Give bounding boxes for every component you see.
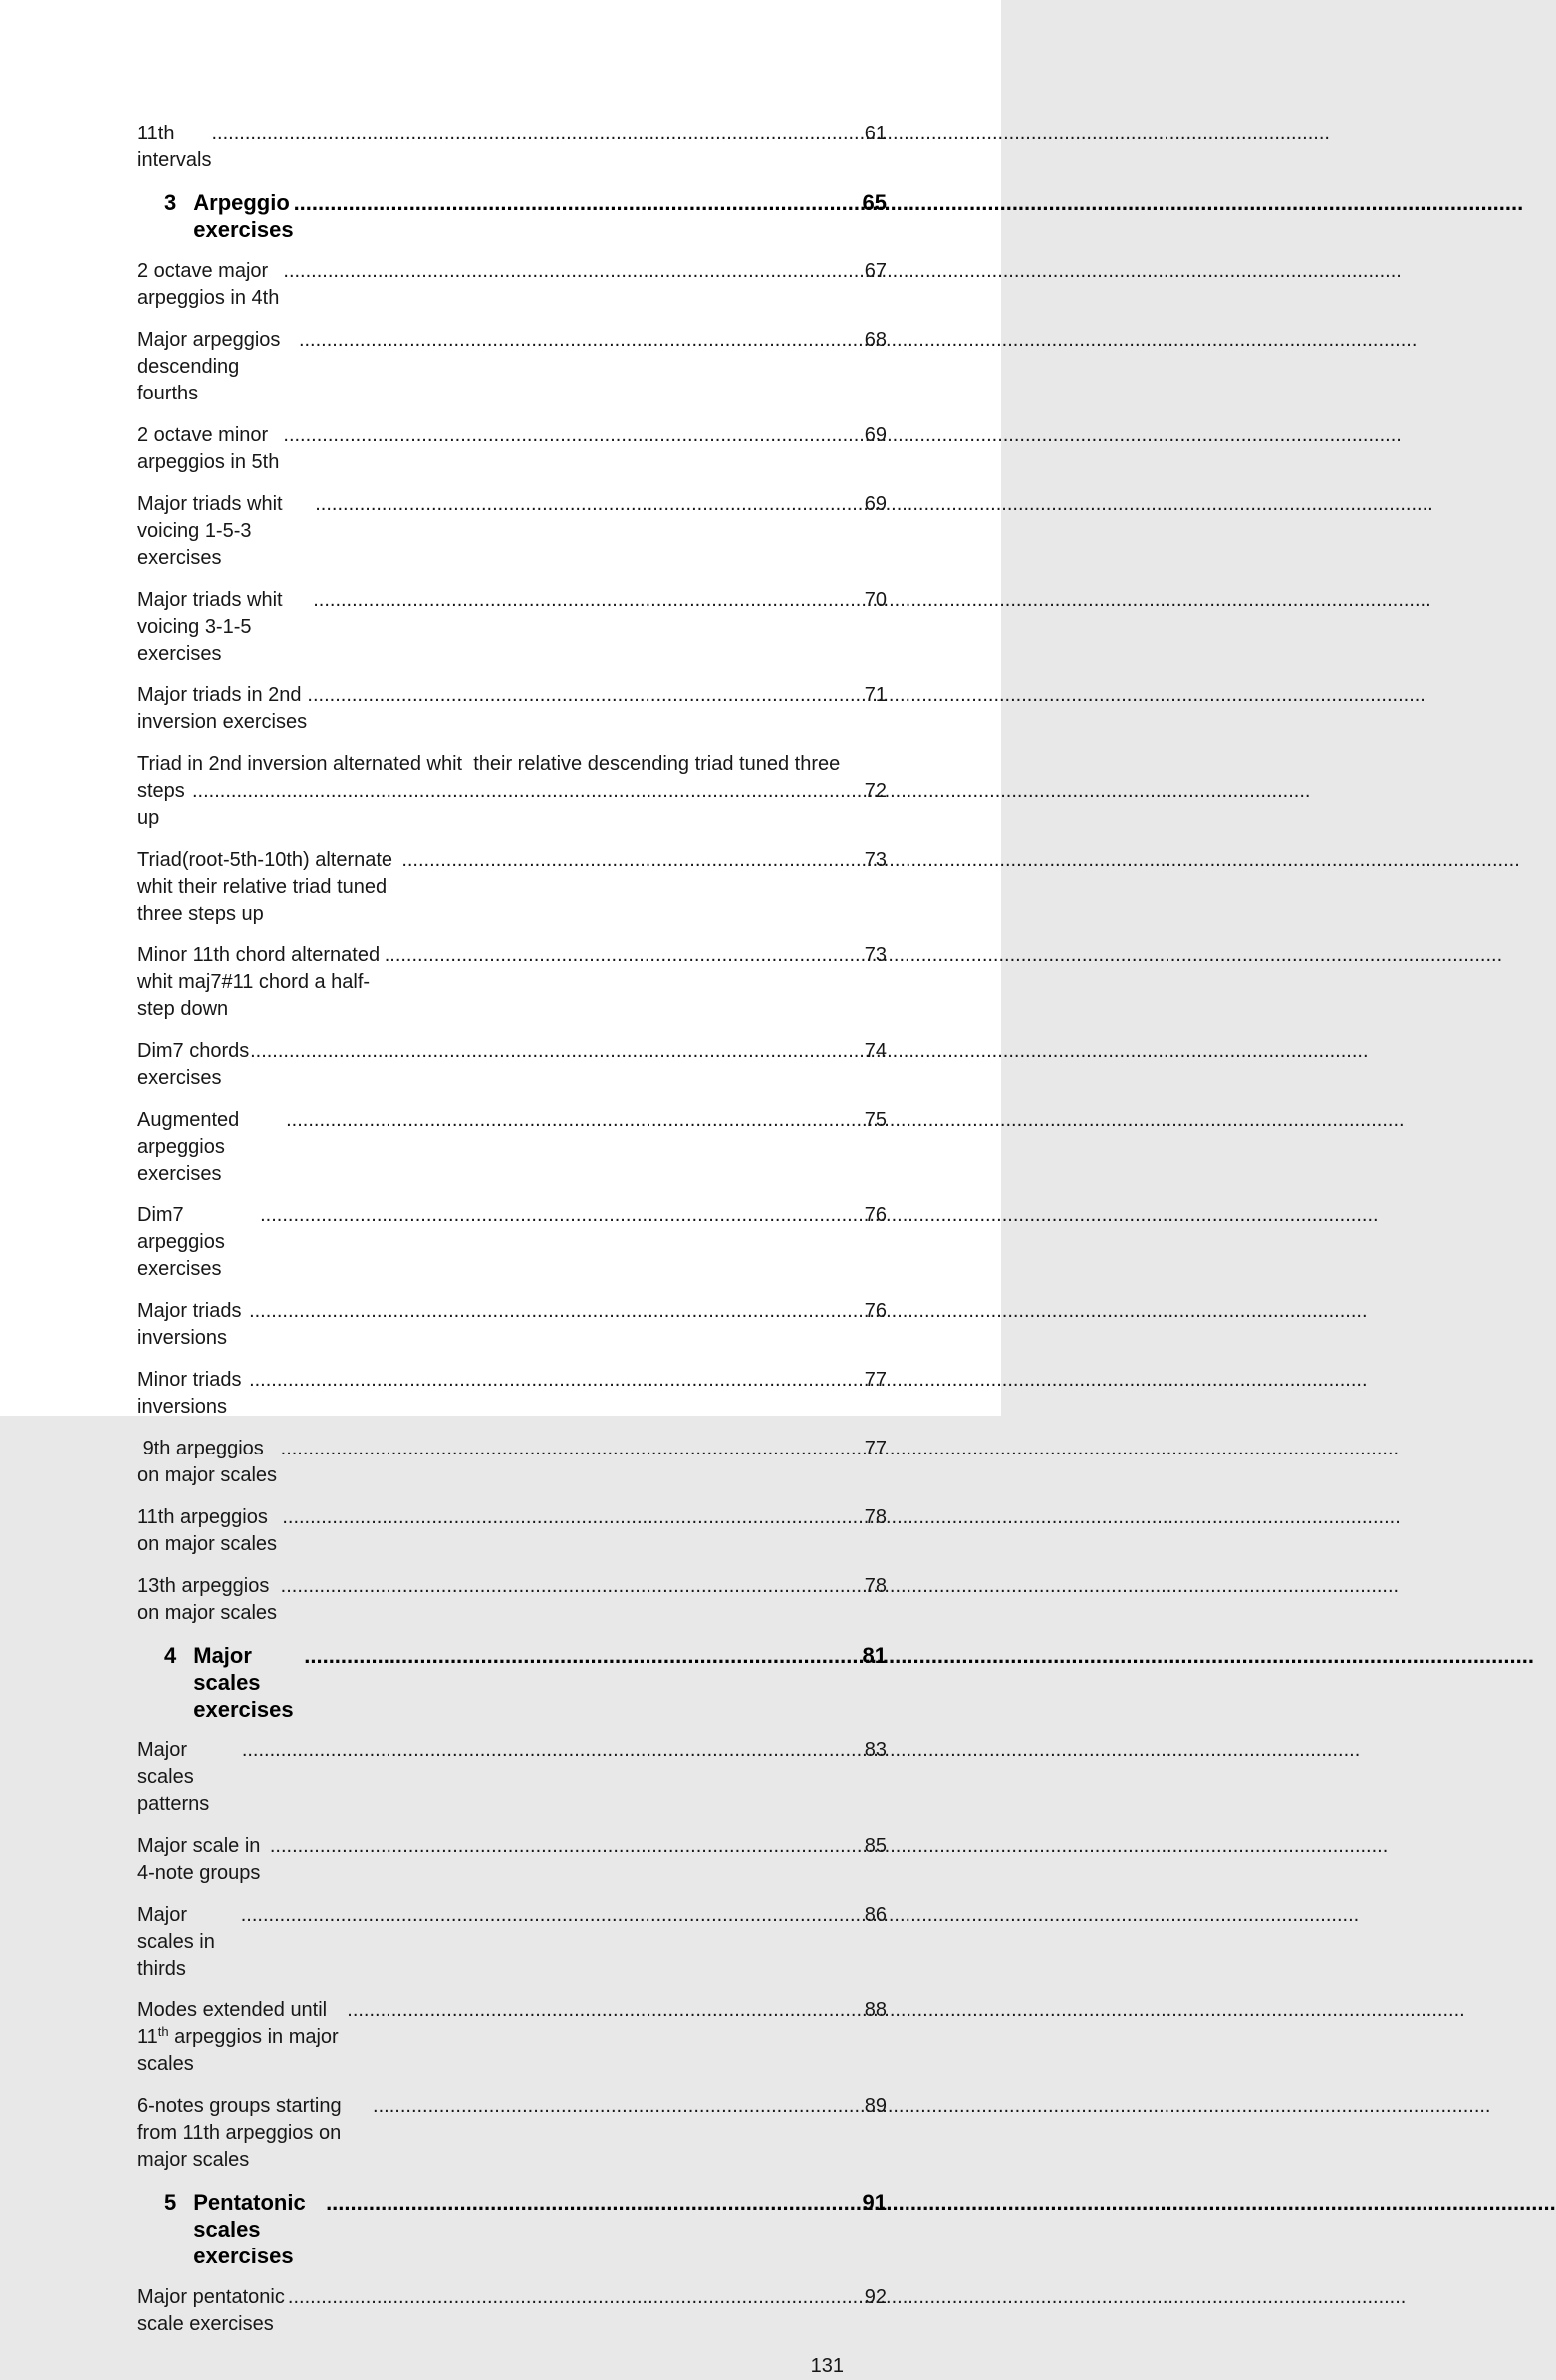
toc-entry-label: Major triads whit voicing 3-1-5 exercises [137,589,289,664]
toc-entry-page-number: 72 [864,780,887,802]
toc-entry [137,327,887,407]
toc-entry-label: Major scale in 4-note groups [137,1835,266,1884]
label-text: Modes extended until 11 [137,1999,333,2048]
label-text: arpeggios in major scales [137,2026,345,2075]
toc-entry-label: Triad in 2nd inversion alternated whit their relative descending triad tuned three [137,753,841,775]
dot-leader [385,942,859,969]
toc-entry [137,1997,887,2078]
dot-leader [260,1202,859,1229]
toc-entry-page-number: 78 [864,1506,887,1528]
toc-entry-label: Major pentatonic scale exercises [137,2286,291,2335]
toc-entry [137,587,887,667]
toc-entry-page-number: 83 [864,1739,887,1761]
dot-leader [211,121,858,147]
toc-entry [137,2093,887,2174]
dot-leader [315,491,859,518]
dot-leader [270,1833,859,1860]
toc-entry-label [137,1997,347,2078]
superscript-text: th [157,2024,169,2039]
toc-entry [137,1902,887,1983]
toc-section-heading [137,189,887,243]
toc-entry-label: Major arpeggios descending fourths [137,329,286,404]
toc-entry-page-number: 88 [864,1999,887,2021]
toc-entry-page-number: 67 [864,260,887,282]
toc-entry-label: Minor triads inversions [137,1369,248,1418]
toc-entry [137,258,887,312]
toc-entry-label: Dim7 arpeggios exercises [137,1204,231,1280]
toc-entry [137,1833,887,1887]
toc-entry [137,847,887,927]
toc-entry [137,1436,887,1489]
toc-entry-page-number: 71 [864,684,887,706]
dot-leader [281,1436,859,1462]
toc-entry-page-number: 69 [864,424,887,446]
toc-entry [137,1573,887,1627]
toc-entry-label: Augmented arpeggios exercises [137,1109,245,1185]
toc-section-page-number: 65 [862,190,887,215]
dot-leader [249,1367,859,1394]
toc-entry [137,1202,887,1283]
toc-entry [137,1737,887,1818]
toc-entry-page-number: 89 [864,2095,887,2117]
toc-section-number: 3 [164,190,177,215]
toc-entry-wrapped-line [137,751,887,778]
toc-entry [137,121,887,174]
toc-entry [137,682,887,736]
dot-leader [294,189,863,216]
toc-entry [137,1298,887,1352]
toc-section-label: Major scales exercises [193,1643,300,1721]
toc-entry-label: 6-notes groups starting from 11th arpeggios on major scales [137,2095,348,2171]
dot-leader [307,682,858,709]
dot-leader [192,778,859,805]
toc-entry-page-number: 76 [864,1204,887,1226]
toc-entry-label: 11th intervals [137,123,218,171]
toc-section-heading [137,1642,887,1722]
toc-section-label: Arpeggio exercises [193,190,306,242]
page-footer [0,2353,1001,2380]
dot-leader [281,1573,859,1600]
toc-entry-label: Major triads inversions [137,1300,248,1349]
toc-entry [137,491,887,572]
toc-entry-label: Major triads whit voicing 1-5-3 exercises [137,493,294,569]
toc-entry-page-number: 77 [864,1369,887,1391]
toc-entry [137,942,887,1023]
dot-leader [347,1997,858,2024]
dot-leader [373,2093,859,2120]
toc-entry [137,1038,887,1092]
toc-entry-label: Dim7 chords exercises [137,1040,255,1089]
toc-section-page-number: 81 [862,1643,887,1668]
toc-entry-page-number: 69 [864,493,887,515]
toc-entry-page-number: 77 [864,1438,887,1459]
toc-entry-page-number: 76 [864,1300,887,1322]
toc-entry-label: Triad(root-5th-10th) alternate whit their relative triad tuned three steps up [137,849,398,925]
toc-entry-page-number: 73 [864,944,887,966]
toc-entry-label: 11th arpeggios on major scales [137,1506,283,1555]
toc-entry-label: Major triads in 2nd inversion exercises [137,684,313,733]
toc-entry [137,2284,887,2338]
toc-section-heading [137,2189,887,2269]
toc-entry-page-number: 78 [864,1575,887,1597]
toc-entry-label: 2 octave major arpeggios in 4th [137,260,285,309]
dot-leader [241,1902,859,1929]
toc-entry [137,778,887,832]
toc-entry-label: Major scales patterns [137,1739,210,1815]
dot-leader [299,327,859,354]
toc-entry-page-number: 61 [864,123,887,144]
toc-entry-page-number: 86 [864,1904,887,1926]
toc-entry-page-number: 74 [864,1040,887,1062]
toc-entry-page-number: 75 [864,1109,887,1131]
toc-section-label: Pentatonic scales exercises [193,2190,312,2268]
dot-leader [283,258,858,285]
toc-section-number: 5 [164,2190,177,2215]
toc-entry-label: 13th arpeggios on major scales [137,1575,278,1624]
toc-entry [137,422,887,476]
footer-page-number: 131 [810,2355,844,2377]
toc-entry-label: 2 octave minor arpeggios in 5th [137,424,285,473]
toc-entry-page-number: 70 [864,589,887,611]
toc-entry-label: steps up [137,780,191,829]
toc-entry [137,1504,887,1558]
dot-leader [326,2189,862,2216]
toc-entry [137,1107,887,1188]
dot-leader [288,2284,859,2311]
dot-leader [250,1038,859,1065]
toc-entry-page-number: 68 [864,329,887,351]
toc-entry-label: 9th arpeggios on major scales [137,1438,283,1486]
toc-section-page-number: 91 [862,2190,887,2215]
dot-leader [286,1107,859,1134]
dot-leader [249,1298,859,1325]
toc-entry-page-number: 92 [864,2286,887,2308]
dot-leader [283,422,858,449]
toc-entry-label: Minor 11th chord alternated whit maj7#11 chord a half-step down [137,944,386,1020]
dot-leader [313,587,859,614]
dot-leader [242,1737,859,1764]
dot-leader [401,847,858,874]
dot-leader [304,1642,862,1669]
toc-entry [137,1367,887,1421]
toc-entry-page-number: 85 [864,1835,887,1857]
dot-leader [282,1504,858,1531]
toc-section-number: 4 [164,1643,177,1668]
toc-entry-page-number: 73 [864,849,887,871]
toc-entry-label: Major scales in thirds [137,1904,221,1980]
